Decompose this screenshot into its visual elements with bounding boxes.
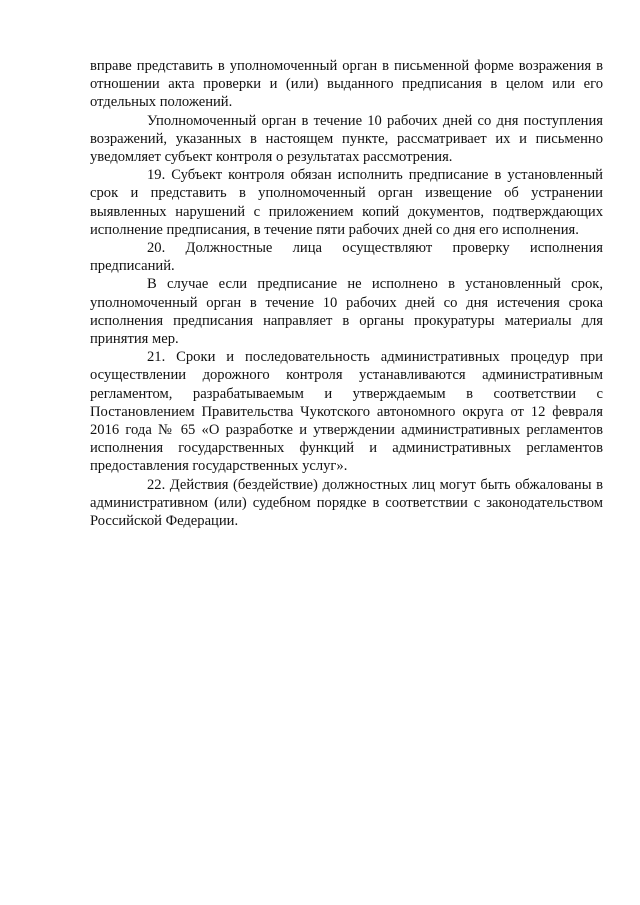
paragraph-19-prescription-execution: 19. Субъект контроля обязан исполнить предписание в установленный срок и представить в уполномоченный орган извещение об устранении выявленных нарушений с приложением копий документов, подтверждающих исполнение предписания, в течение пяти рабочих дней со дня его исполнения. bbox=[90, 167, 603, 238]
paragraph-objection-review: Уполномоченный орган в течение 10 рабочих дней со дня поступления возражений, указанных в настоящем пункте, рассматривает их и письменно уведомляет субъект контроля о результатах рассмотрения. bbox=[90, 112, 603, 166]
paragraph-non-execution: В случае если предписание не исполнено в установленный срок, уполномоченный орган в течение 10 рабочих дней со дня истечения срока исполнения предписания направляет в органы прокуратуры материалы для принятия мер. bbox=[90, 276, 603, 348]
paragraph-objection-right: вправе представить в уполномоченный орган в письменной форме возражения в отношении акта проверки и (или) выданного предписания в целом или его отдельных положений. bbox=[90, 58, 603, 111]
document-body bbox=[90, 57, 603, 530]
paragraph-20-execution-check: 20. Должностные лица осуществляют проверку исполнения предписаний. bbox=[90, 240, 603, 275]
paragraph-21-procedures: 21. Сроки и последовательность административных процедур при осуществлении дорожного контроля устанавливаются административным регламентом, разрабатываемым и утверждаемым в соответствии с Постановлением Правительства Чукотского автономного округа от 12 февраля 2016 года № 65 «О разработке и утверждении административных регламентов исполнения государственных функций и административных регламентов предоставления государственных услуг». bbox=[90, 349, 603, 475]
paragraph-22-appeal: 22. Действия (бездействие) должностных лиц могут быть обжалованы в административном (или) судебном порядке в соответствии с законодательством Российской Федерации. bbox=[90, 476, 603, 530]
